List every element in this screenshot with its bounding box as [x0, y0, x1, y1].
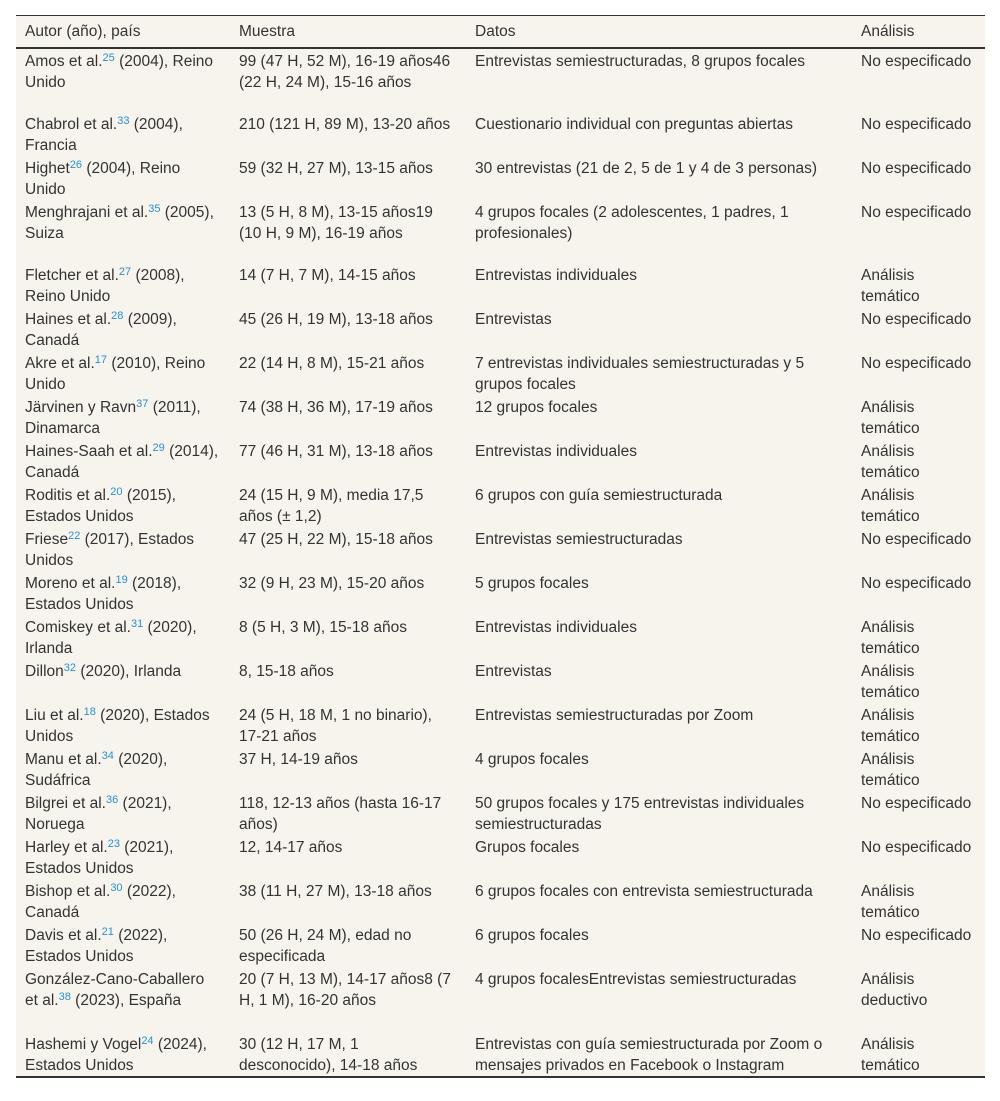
table-row [16, 200, 985, 263]
cell-autor [16, 791, 230, 835]
cell-analisis: No especificado [861, 355, 972, 372]
table-row [16, 879, 985, 923]
cell-datos: Entrevistas individuales [475, 267, 637, 284]
cell-analisis: No especificado [861, 575, 972, 592]
cell-analisis: No especificado [861, 839, 972, 856]
cell-muestra: 12, 14-17 años [239, 839, 343, 856]
reference-link[interactable]: 31 [130, 618, 144, 630]
cell-analisis: Análisis temático [861, 751, 920, 789]
reference-link[interactable]: 23 [107, 838, 120, 850]
cell-analisis: Análisis temático [861, 487, 920, 525]
table-row [16, 439, 985, 483]
author-year-country: (2022), Canadá [25, 883, 176, 921]
cell-datos: Entrevistas con guía semiestructurada por Zoom o mensajes privados en Facebook o Instagram [475, 1036, 823, 1074]
cell-datos: Entrevistas [475, 311, 552, 328]
author-year-country: (2021), Estados Unidos [25, 839, 174, 877]
reference-link[interactable]: 25 [102, 52, 115, 64]
table-body [16, 48, 985, 1077]
author-name: Davis et al. [25, 927, 102, 944]
table-row [16, 967, 985, 1032]
reference-link[interactable]: 27 [118, 266, 132, 278]
table-row [16, 307, 985, 351]
cell-analisis: No especificado [861, 160, 972, 177]
author-year-country: (2024), Estados Unidos [25, 1036, 207, 1074]
author-name: Haines-Saah et al. [25, 443, 153, 460]
reference-link[interactable]: 20 [110, 486, 123, 498]
cell-datos: 4 grupos focalesEntrevistas semiestructuradas [475, 971, 797, 988]
table-row [16, 571, 985, 615]
reference-link[interactable]: 35 [148, 203, 161, 215]
table-row [16, 1032, 985, 1077]
table-row [16, 835, 985, 879]
author-year-country: (2023), España [70, 992, 182, 1009]
cell-analisis: Análisis temático [861, 663, 920, 701]
author-year-country: (2020), Irlanda [76, 663, 182, 680]
author-year-country: (2009), Canadá [25, 311, 177, 349]
author-year-country: (2017), Estados Unidos [25, 531, 195, 569]
cell-datos: Entrevistas semiestructuradas por Zoom [475, 707, 754, 724]
reference-link[interactable]: 32 [63, 662, 77, 674]
table-row [16, 112, 985, 156]
table-row [16, 156, 985, 200]
author-year-country: (2011), Dinamarca [25, 399, 201, 437]
cell-datos: 7 entrevistas individuales semiestructuradas y 5 grupos focales [475, 355, 805, 393]
cell-muestra: 14 (7 H, 7 M), 14-15 años [239, 267, 416, 284]
cell-datos: Cuestionario individual con preguntas abiertas [475, 116, 793, 133]
cell-muestra: 8, 15-18 años [239, 663, 334, 680]
header-analisis: Análisis [861, 22, 915, 40]
cell-analisis: No especificado [861, 795, 972, 812]
cell-autor [16, 307, 230, 351]
cell-analisis: Análisis temático [861, 1036, 920, 1074]
author-name: Amos et al. [25, 53, 103, 70]
cell-muestra: 24 (15 H, 9 M), media 17,5 años (± 1,2) [239, 487, 424, 525]
reference-link[interactable]: 29 [152, 442, 165, 454]
cell-muestra: 118, 12-13 años (hasta 16-17 años) [239, 795, 442, 833]
cell-datos: 6 grupos con guía semiestructurada [475, 487, 723, 504]
author-name: Haines et al. [25, 311, 112, 328]
cell-datos: 4 grupos focales (2 adolescentes, 1 padres, 1 profesionales) [475, 204, 789, 242]
studies-table-container [16, 15, 985, 1078]
cell-autor [16, 483, 230, 527]
cell-autor [16, 48, 230, 112]
cell-datos: 12 grupos focales [475, 399, 598, 416]
cell-autor [16, 879, 230, 923]
reference-link[interactable]: 37 [136, 398, 149, 410]
cell-analisis: No especificado [861, 927, 972, 944]
cell-muestra: 20 (7 H, 13 M), 14-17 años8 (7 H, 1 M), 16-20 años [239, 971, 451, 1009]
table-row [16, 527, 985, 571]
author-year-country: (2020), Estados Unidos [25, 707, 210, 745]
cell-muestra: 99 (47 H, 52 M), 16-19 años46 (22 H, 24 M), 15-16 años [239, 53, 451, 91]
cell-autor [16, 395, 230, 439]
table-row [16, 703, 985, 747]
cell-datos: Entrevistas individuales [475, 443, 637, 460]
cell-autor [16, 439, 230, 483]
reference-link[interactable]: 33 [117, 115, 130, 127]
author-year-country: (2018), Estados Unidos [25, 575, 182, 613]
author-name: Hashemi y Vogel [25, 1036, 142, 1053]
reference-link[interactable]: 24 [141, 1035, 154, 1047]
reference-link[interactable]: 28 [111, 310, 124, 322]
author-name: Bishop et al. [25, 883, 111, 900]
cell-datos: Entrevistas individuales [475, 619, 637, 636]
author-name: Moreno et al. [25, 575, 116, 592]
cell-muestra: 13 (5 H, 8 M), 13-15 años19 (10 H, 9 M), 16-19 años [239, 204, 433, 242]
table-row [16, 351, 985, 395]
cell-muestra: 37 H, 14-19 años [239, 751, 358, 768]
cell-muestra: 59 (32 H, 27 M), 13-15 años [239, 160, 433, 177]
reference-link[interactable]: 21 [101, 926, 114, 938]
cell-muestra: 210 (121 H, 89 M), 13-20 años [239, 116, 451, 133]
author-year-country: (2015), Estados Unidos [25, 487, 176, 525]
table-row [16, 48, 985, 112]
author-name: Liu et al. [25, 707, 84, 724]
reference-link[interactable]: 30 [110, 882, 123, 894]
reference-link[interactable]: 22 [68, 530, 81, 542]
table-row [16, 791, 985, 835]
cell-datos: Entrevistas [475, 663, 552, 680]
author-name: Roditis et al. [25, 487, 111, 504]
cell-muestra: 47 (25 H, 22 M), 15-18 años [239, 531, 433, 548]
cell-autor [16, 571, 230, 615]
author-name: Menghrajani et al. [25, 204, 149, 221]
table-row [16, 615, 985, 659]
cell-datos: 5 grupos focales [475, 575, 589, 592]
cell-muestra: 50 (26 H, 24 M), edad no especificada [239, 927, 412, 965]
reference-link[interactable]: 17 [94, 354, 108, 366]
author-name: Fletcher et al. [25, 267, 119, 284]
cell-datos: 6 grupos focales con entrevista semiestructurada [475, 883, 813, 900]
author-year-country: (2004), Francia [25, 116, 183, 154]
cell-autor [16, 659, 230, 703]
author-name: Highet [25, 160, 70, 177]
cell-analisis: Análisis temático [861, 619, 920, 657]
cell-autor [16, 112, 230, 156]
cell-datos: 4 grupos focales [475, 751, 589, 768]
cell-autor [16, 967, 230, 1032]
cell-autor [16, 747, 230, 791]
header-datos: Datos [475, 22, 516, 40]
reference-link[interactable]: 26 [69, 159, 83, 171]
reference-link[interactable]: 18 [83, 706, 96, 718]
cell-datos: Entrevistas semiestructuradas, 8 grupos focales [475, 53, 805, 70]
author-name: Manu et al. [25, 751, 102, 768]
cell-autor [16, 835, 230, 879]
author-name: Comiskey et al. [25, 619, 131, 636]
cell-datos: 6 grupos focales [475, 927, 589, 944]
cell-analisis: No especificado [861, 116, 972, 133]
author-year-country: (2014), Canadá [25, 443, 219, 481]
cell-analisis: Análisis deductivo [861, 971, 928, 1009]
author-year-country: (2010), Reino Unido [25, 355, 206, 393]
author-year-country: (2004), Reino Unido [25, 160, 181, 198]
table-row [16, 923, 985, 967]
table-row [16, 395, 985, 439]
cell-analisis: Análisis temático [861, 267, 920, 305]
cell-autor [16, 527, 230, 571]
cell-muestra: 32 (9 H, 23 M), 15-20 años [239, 575, 425, 592]
cell-analisis: Análisis temático [861, 707, 920, 745]
reference-link[interactable]: 34 [101, 750, 114, 762]
author-year-country: (2008), Reino Unido [25, 267, 185, 305]
cell-autor [16, 156, 230, 200]
author-name: Akre et al. [25, 355, 95, 372]
cell-autor [16, 200, 230, 263]
cell-analisis: Análisis temático [861, 443, 920, 481]
reference-link[interactable]: 38 [58, 991, 71, 1003]
cell-muestra: 30 (12 H, 17 M, 1 desconocido), 14-18 años [239, 1036, 418, 1074]
author-year-country: (2022), Estados Unidos [25, 927, 168, 965]
author-year-country: (2020), Sudáfrica [25, 751, 168, 789]
cell-autor [16, 351, 230, 395]
cell-muestra: 8 (5 H, 3 M), 15-18 años [239, 619, 407, 636]
author-name: Dillon [25, 663, 64, 680]
author-name: González-Cano-Caballero et al. [25, 971, 205, 1009]
cell-datos: Entrevistas semiestructuradas [475, 531, 683, 548]
cell-muestra: 22 (14 H, 8 M), 15-21 años [239, 355, 425, 372]
header-autor: Autor (año), país [25, 22, 141, 40]
cell-datos: Grupos focales [475, 839, 580, 856]
cell-autor [16, 615, 230, 659]
header-muestra: Muestra [239, 22, 295, 40]
author-name: Bilgrei et al. [25, 795, 106, 812]
reference-link[interactable]: 36 [105, 794, 119, 806]
cell-muestra: 38 (11 H, 27 M), 13-18 años [239, 883, 432, 900]
author-year-country: (2004), Reino Unido [25, 53, 214, 91]
cell-analisis: Análisis temático [861, 399, 920, 437]
cell-analisis: Análisis temático [861, 883, 920, 921]
cell-autor [16, 703, 230, 747]
cell-autor [16, 923, 230, 967]
cell-analisis: No especificado [861, 53, 972, 70]
cell-autor [16, 1032, 230, 1077]
studies-table [16, 15, 985, 1078]
cell-muestra: 74 (38 H, 36 M), 17-19 años [239, 399, 433, 416]
author-name: Friese [25, 531, 69, 548]
table-row [16, 483, 985, 527]
author-year-country: (2020), Irlanda [25, 619, 197, 657]
cell-muestra: 77 (46 H, 31 M), 13-18 años [239, 443, 433, 460]
reference-link[interactable]: 19 [115, 574, 128, 586]
author-year-country: (2021), Noruega [25, 795, 172, 833]
author-name: Järvinen y Ravn [25, 399, 137, 416]
author-year-country: (2005), Suiza [25, 204, 214, 242]
cell-analisis: No especificado [861, 531, 972, 548]
table-row [16, 263, 985, 307]
cell-analisis: No especificado [861, 204, 972, 221]
cell-datos: 30 entrevistas (21 de 2, 5 de 1 y 4 de 3 personas) [475, 160, 818, 177]
table-row [16, 659, 985, 703]
header-row [16, 16, 985, 49]
cell-autor [16, 263, 230, 307]
author-name: Harley et al. [25, 839, 108, 856]
cell-muestra: 24 (5 H, 18 M, 1 no binario), 17-21 años [239, 707, 432, 745]
cell-analisis: No especificado [861, 311, 972, 328]
cell-datos: 50 grupos focales y 175 entrevistas individuales semiestructuradas [475, 795, 805, 833]
table-row [16, 747, 985, 791]
author-name: Chabrol et al. [25, 116, 118, 133]
cell-muestra: 45 (26 H, 19 M), 13-18 años [239, 311, 433, 328]
